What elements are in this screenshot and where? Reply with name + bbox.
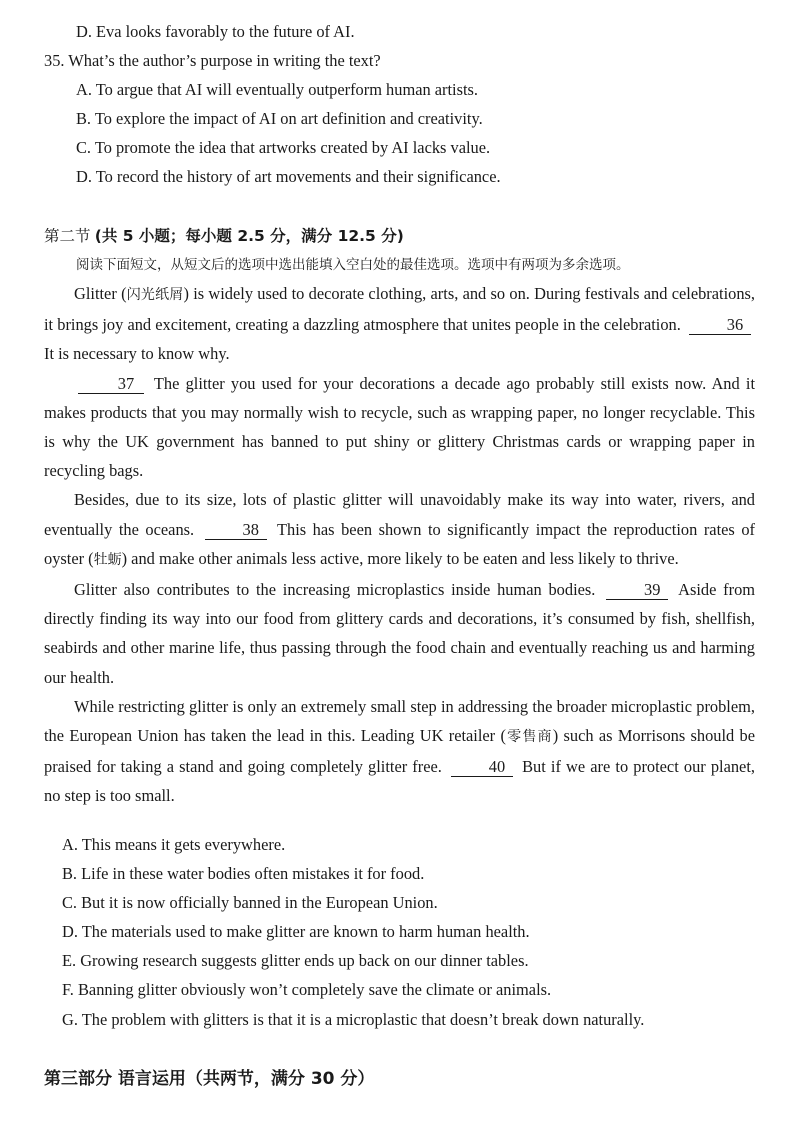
blank-38[interactable]: 38 [205, 521, 267, 540]
passage-paragraph-5: While restricting glitter is only an extremely small step in addressing the broader microplastic problem, the European Union has taken the lead in this. Leading UK retailer (零售商) such as Morrisons should be praised for taking a stand and going completely glitter free. 40 But if we are to protect our planet, no step is too small. [44, 696, 756, 806]
chinese-gloss: 闪光纸屑 [126, 287, 184, 303]
choice-f: F. Banning glitter obviously won’t completely save the climate or animals. [62, 980, 552, 999]
choice-e: E. Growing research suggests glitter ends up back on our dinner tables. [62, 951, 529, 970]
section-instruction: 阅读下面短文，从短文后的选项中选出能填入空白处的最佳选项。选项中有两项为多余选项。 [76, 257, 630, 273]
q35-option-d: D. To record the history of art movements and their significance. [76, 167, 501, 186]
q35-option-c: C. To promote the idea that artworks created by AI lacks value. [76, 138, 491, 157]
choice-g: G. The problem with glitters is that it is a microplastic that doesn’t break down naturally. [62, 1010, 645, 1029]
choice-b: B. Life in these water bodies often mistakes it for food. [62, 864, 425, 883]
passage [44, 279, 755, 811]
section-title: 第二节 [44, 227, 91, 245]
choice-c: C. But it is now officially banned in the European Union. [62, 893, 438, 912]
choice-a: A. This means it gets everywhere. [62, 835, 286, 854]
part3-heading: 第三部分 语言运用（共两节，满分 30 分） [44, 1069, 375, 1089]
blank-39[interactable]: 39 [606, 581, 668, 600]
section-info: (共 5 小题；每小题 2.5 分，满分 12.5 分) [94, 227, 404, 245]
blank-36[interactable]: 36 [689, 316, 751, 335]
chinese-gloss: 牡蛎 [93, 551, 122, 568]
passage-paragraph-1: Glitter (闪光纸屑) is widely used to decorate clothing, arts, and so on. During festivals and celebrations, it brings joy and excitement, creating a dazzling atmosphere that unites people in the celebration. 36 It is necessary to know why. [44, 284, 755, 364]
choice-d: D. The materials used to make glitter are known to harm human health. [62, 922, 530, 941]
q34-option-d: D. Eva looks favorably to the future of AI. [76, 22, 355, 41]
passage-paragraph-3: Besides, due to its size, lots of plastic glitter will unavoidably make its way into water, rivers, and eventually the oceans. 38 This has been shown to significantly impact the reproduction rates of oyster (牡蛎) and make other animals less active, more likely to be eaten and less likely to thrive. [44, 490, 755, 568]
passage-paragraph-4: Glitter also contributes to the increasing microplastics inside human bodies. 39 Aside from directly finding its way into our food from glittery cards and decorations, it’s consumed by fish, shellfish, seabirds and other marine life, thus passing through the food chain and eventually reaching us and harming our health. [44, 580, 756, 687]
passage-paragraph-2: 37 The glitter you used for your decorations a decade ago probably still exists now. And it makes products that you may normally wish to recycle, such as wrapping paper, no longer recyclable. This is why the UK government has banned to put shiny or glittery Christmas cards or wrapping paper in recycling bags. [44, 373, 755, 481]
section-heading [44, 226, 404, 246]
q35-question: 35. What’s the author’s purpose in writing the text? [44, 51, 381, 70]
q35-option-a: A. To argue that AI will eventually outperform human artists. [76, 80, 479, 99]
blank-40[interactable]: 40 [451, 758, 513, 777]
q35-option-b: B. To explore the impact of AI on art definition and creativity. [76, 109, 483, 128]
blank-37[interactable]: 37 [78, 375, 144, 394]
chinese-gloss: 零售商 [505, 729, 553, 746]
